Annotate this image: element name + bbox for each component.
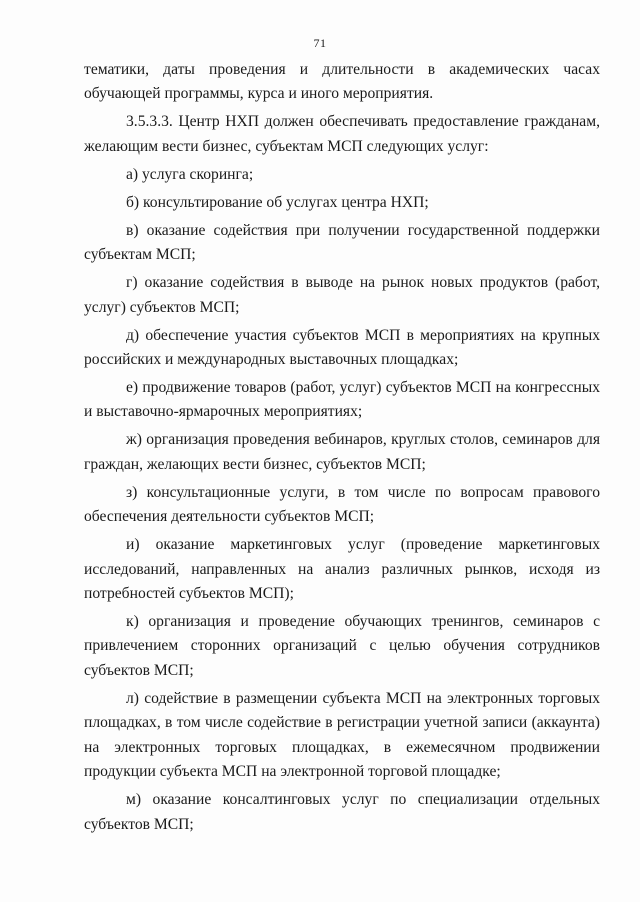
list-item-zh: ж) организация проведения вебинаров, круглых столов, семинаров для граждан, желающих вести бизнес, субъектов МСП; <box>84 431 600 473</box>
paragraph-continuation: тематики, даты проведения и длительности в академических часах обучающей программы, курса и иного мероприятия. <box>84 61 600 103</box>
list-item-i: и) оказание маркетинговых услуг (проведение маркетинговых исследований, направленных на анализ различных рынков, исходя из потребностей субъектов МСП); <box>84 536 600 603</box>
page-number: 71 <box>313 36 327 50</box>
list-item-m: м) оказание консалтинговых услуг по специализации отдельных субъектов МСП; <box>84 791 600 833</box>
list-item-k: к) организация и проведение обучающих тренингов, семинаров с привлечением сторонних организаций с целью обучения сотрудников субъектов МСП; <box>84 613 600 679</box>
list-item-v: в) оказание содействия при получении государственной поддержки субъектам МСП; <box>84 221 600 264</box>
list-item-z: з) консультационные услуги, в том числе по вопросам правового обеспечения деятельности субъектов МСП; <box>84 483 600 526</box>
list-item-e: е) продвижение товаров (работ, услуг) субъектов МСП на конгрессных и выставочно-ярмарочных мероприятиях; <box>84 379 600 421</box>
list-item-b: б) консультирование об услугах центра НХП; <box>126 193 429 211</box>
paragraph-section-3-5-3-3: 3.5.3.3. Центр НХП должен обеспечивать предоставление гражданам, желающим вести бизнес, субъектам МСП следующих услуг: <box>84 113 600 155</box>
list-item-l: л) содействие в размещении субъекта МСП на электронных торговых площадках, в том числе содействие в регистрации учетной записи (аккаунта) на электронных торговых площадках, в ежемесячном продвижении продукции субъекта МСП на электронной торговой площадке; <box>84 689 600 781</box>
list-item-d: д) обеспечение участия субъектов МСП в мероприятиях на крупных российских и международных выставочных площадках; <box>84 326 600 369</box>
list-item-a: а) услуга скоринга; <box>126 165 254 183</box>
list-item-g: г) оказание содействия в выводе на рынок новых продуктов (работ, услуг) субъектов МСП; <box>84 274 600 316</box>
document-body <box>84 58 600 841</box>
